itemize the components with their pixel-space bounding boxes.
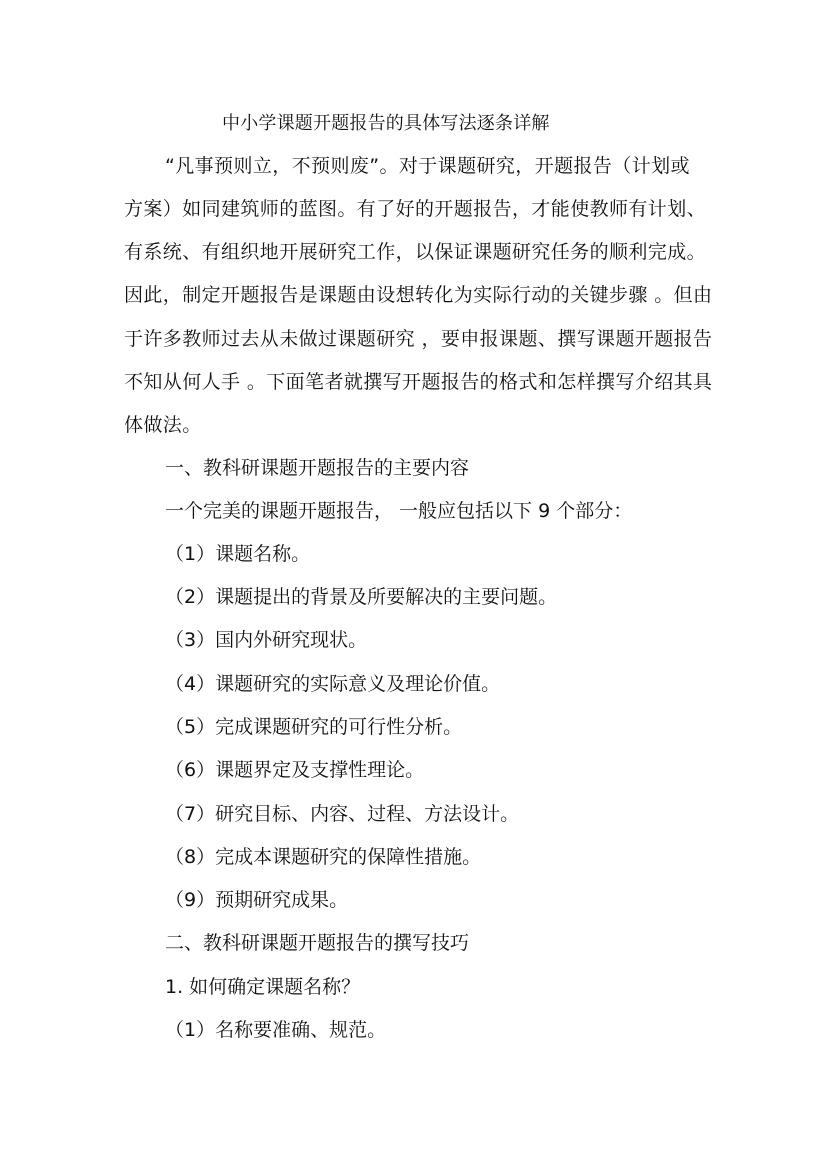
intro-paragraph-line-5: 于许多教师过去从未做过课题研究 ，要申报课题、撰写课题开题报告 (124, 328, 713, 350)
list-item: （1）课题名称。 (165, 543, 311, 565)
list-item: （4）课题研究的实际意义及理论价值。 (165, 673, 501, 695)
intro-paragraph-line-1: “凡事预则立，不预则废”。对于课题研究，开题报告（计划或 (165, 155, 690, 177)
intro-paragraph-line-7: 体做法。 (124, 414, 202, 436)
list-item: （5）完成课题研究的可行性分析。 (165, 716, 463, 738)
intro-paragraph-line-2: 方案）如同建筑师的蓝图。有了好的开题报告，才能使教师有计划、 (124, 198, 707, 220)
subsection-question-1: 1. 如何确定课题名称？ (165, 976, 361, 998)
list-item: （9）预期研究成果。 (165, 889, 349, 911)
list-item: （8）完成本课题研究的保障性措施。 (165, 846, 482, 868)
list-item: （2）课题提出的背景及所要解决的主要问题。 (165, 586, 558, 608)
section-1-intro: 一个完美的课题开题报告， 一般应包括以下 9 个部分： (165, 500, 633, 522)
document-title: 中小学课题开题报告的具体写法逐条详解 (222, 113, 550, 134)
subsection-answer-item-1: （1）名称要准确、规范。 (165, 1019, 387, 1041)
list-item: （3）国内外研究现状。 (165, 629, 368, 651)
section-2-heading: 二、教科研课题开题报告的撰写技巧 (165, 932, 470, 954)
list-item: （6）课题界定及支撑性理论。 (165, 759, 425, 781)
intro-paragraph-line-6: 不知从何人手 。下面笔者就撰写开题报告的格式和怎样撰写介绍其具 (124, 371, 713, 393)
list-item: （7）研究目标、内容、过程、方法设计。 (165, 803, 520, 825)
section-1-heading: 一、教科研课题开题报告的主要内容 (165, 457, 470, 479)
intro-paragraph-line-4: 因此，制定开题报告是课题由设想转化为实际行动的关键步骤 。但由 (124, 284, 713, 306)
intro-paragraph-line-3: 有系统、有组织地开展研究工作，以保证课题研究任务的顺利完成。 (124, 241, 707, 263)
